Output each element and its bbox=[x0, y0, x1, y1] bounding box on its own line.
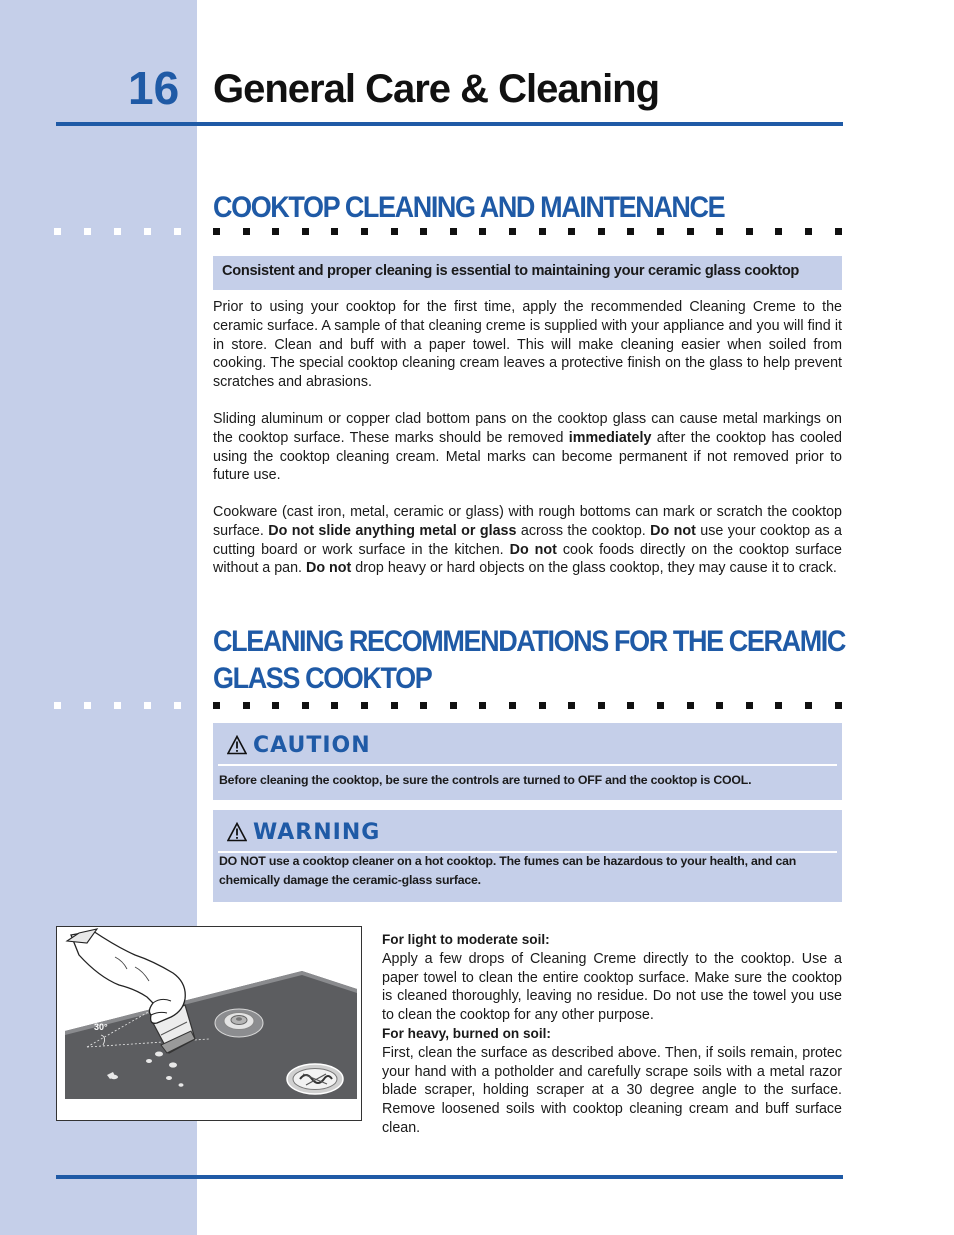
divider-dot bbox=[450, 702, 457, 709]
text-run-bold: Do not slide anything metal or glass bbox=[268, 522, 517, 539]
divider-dot bbox=[144, 228, 151, 235]
divider-dot bbox=[627, 702, 634, 709]
divider-dot bbox=[716, 228, 723, 235]
highlight-bar bbox=[213, 256, 842, 290]
divider-dot bbox=[805, 702, 812, 709]
divider-dot bbox=[687, 702, 694, 709]
divider-dot bbox=[568, 228, 575, 235]
divider-dot bbox=[805, 228, 812, 235]
divider-dot bbox=[174, 702, 181, 709]
divider-dot bbox=[509, 228, 516, 235]
page-title: General Care & Cleaning bbox=[213, 67, 660, 111]
divider-dot bbox=[746, 702, 753, 709]
divider-dot bbox=[213, 228, 220, 235]
divider-dot bbox=[479, 228, 486, 235]
divider-dot bbox=[144, 702, 151, 709]
text-run: use your cooktop as a cutting board or work surface in the kitchen. bbox=[213, 522, 842, 558]
cleaning-instructions bbox=[382, 931, 842, 1138]
divider-dot bbox=[331, 702, 338, 709]
scraper-illustration bbox=[56, 926, 362, 1121]
divider-dot bbox=[509, 702, 516, 709]
divider-dot bbox=[627, 228, 634, 235]
highlight-text: Consistent and proper cleaning is essential to maintaining your ceramic glass cooktop bbox=[222, 263, 800, 279]
paragraph-first-use: Prior to using your cooktop for the first time, apply the recommended Cleaning Creme to the ceramic surface. A sample of that cleaning creme is supplied with your appliance and you will find it in store. Clean and buff with a paper towel. This will make cleaning easier when soiled from cooking. The special cooktop cleaning cream leaves a protective finish on the glass to help prevent scratches and abrasions. bbox=[213, 299, 842, 391]
divider-dot bbox=[391, 702, 398, 709]
divider-dot bbox=[54, 228, 61, 235]
warning-triangle-icon bbox=[227, 822, 247, 842]
text-run: across the cooktop. bbox=[516, 522, 651, 539]
text-run: cook foods directly on the cooktop surface without a pan. bbox=[213, 541, 842, 577]
caution-header bbox=[227, 731, 371, 759]
paragraph-cookware bbox=[213, 503, 842, 578]
divider-dot bbox=[598, 228, 605, 235]
divider-dot bbox=[687, 228, 694, 235]
text-run-bold: Do not bbox=[509, 541, 557, 558]
divider-dot bbox=[450, 228, 457, 235]
divider-dot bbox=[539, 702, 546, 709]
divider-dot bbox=[835, 228, 842, 235]
divider-dot bbox=[213, 702, 220, 709]
warning-panel bbox=[213, 810, 842, 902]
angle-label: 30° bbox=[94, 1022, 108, 1032]
divider-dot bbox=[114, 702, 121, 709]
divider-dot bbox=[302, 702, 309, 709]
divider-dot bbox=[54, 702, 61, 709]
divider-dot bbox=[775, 702, 782, 709]
gloved-hand bbox=[67, 929, 185, 1023]
warning-triangle-icon bbox=[227, 735, 247, 755]
text-run: Cookware (cast iron, metal, ceramic or glass) with rough bottoms can mark or scratch the cooktop surface. bbox=[213, 504, 842, 539]
caution-title: CAUTION bbox=[253, 732, 371, 758]
text-run: drop heavy or hard objects on the glass cooktop, they may cause it to crack. bbox=[351, 560, 837, 577]
divider-dot bbox=[568, 702, 575, 709]
warning-title: WARNING bbox=[253, 819, 381, 845]
divider-dot bbox=[598, 702, 605, 709]
heading-line-1: CLEANING RECOMMENDATIONS FOR THE CERAMIC bbox=[213, 625, 845, 658]
divider-dot bbox=[420, 702, 427, 709]
divider-dot bbox=[243, 228, 250, 235]
divider-dot bbox=[84, 702, 91, 709]
divider-dot bbox=[835, 702, 842, 709]
divider-dot bbox=[746, 228, 753, 235]
caution-text: Before cleaning the cooktop, be sure the controls are turned to OFF and the cooktop is COOL. bbox=[219, 773, 752, 787]
divider-dot bbox=[84, 228, 91, 235]
divider-dot bbox=[716, 702, 723, 709]
burner-knob bbox=[215, 1009, 263, 1037]
section-heading-recommendations bbox=[213, 623, 845, 696]
cooktop-scraper-drawing bbox=[57, 927, 361, 1120]
heavy-soil-heading: For heavy, burned on soil: bbox=[382, 1025, 551, 1041]
divider-dot bbox=[420, 228, 427, 235]
divider-dot bbox=[657, 228, 664, 235]
divider-dot bbox=[479, 702, 486, 709]
text-run: Sliding aluminum or copper clad bottom pans on the cooktop glass can cause metal markings on the cooktop surface. These marks should be removed bbox=[213, 411, 842, 446]
divider-dot bbox=[302, 228, 309, 235]
text-run-bold: Do not bbox=[306, 560, 352, 577]
caution-panel bbox=[213, 723, 842, 800]
divider-dot bbox=[775, 228, 782, 235]
divider-dot bbox=[243, 702, 250, 709]
light-soil-heading: For light to moderate soil: bbox=[382, 932, 550, 947]
header-rule bbox=[56, 122, 843, 126]
divider-dot bbox=[539, 228, 546, 235]
warning-text: DO NOT use a cooktop cleaner on a hot cooktop. The fumes can be hazardous to your health, and can chemically damage the ceramic-glass surface. bbox=[219, 854, 797, 887]
text-run-bold: Do not bbox=[650, 522, 696, 539]
page-number: 16 bbox=[128, 62, 180, 114]
divider-dot bbox=[272, 702, 279, 709]
text-run: after the cooktop has cooled using the cooktop cleaning cream. Metal marks can become permanent if not removed prior to future use. bbox=[213, 429, 842, 484]
cooktop-badge bbox=[287, 1064, 343, 1094]
text-run-bold: immediately bbox=[568, 429, 652, 446]
divider-dot bbox=[272, 228, 279, 235]
divider-dot bbox=[657, 702, 664, 709]
section-heading-cooktop-cleaning: COOKTOP CLEANING AND MAINTENANCE bbox=[213, 191, 725, 224]
divider-dot bbox=[174, 228, 181, 235]
paragraph-metal-markings bbox=[213, 410, 842, 485]
warning-header bbox=[227, 818, 380, 846]
heavy-soil-text: First, clean the surface as described above. Then, if soils remain, protec your hand with a potholder and carefully scrape soils with a metal razor blade scraper, holding scraper at a 30 degree angle to the surface. Remove loosened soils with cooktop cleaning cream and buff surface clean. bbox=[382, 1044, 842, 1136]
divider-dot bbox=[361, 702, 368, 709]
light-soil-text: Apply a few drops of Cleaning Creme directly to the cooktop. Use a paper towel to clean the entire cooktop surface. Make sure the cooktop is cleaned thoroughly, leaving no residue. Do not use the towel you use to clean the cooktop for any other purpose. bbox=[382, 950, 842, 1024]
heading-line-2: GLASS COOKTOP bbox=[213, 661, 432, 695]
divider-dot bbox=[361, 228, 368, 235]
footer-rule bbox=[56, 1175, 843, 1179]
divider-dot bbox=[391, 228, 398, 235]
caution-divider bbox=[218, 764, 837, 766]
divider-dot bbox=[114, 228, 121, 235]
divider-dot bbox=[331, 228, 338, 235]
